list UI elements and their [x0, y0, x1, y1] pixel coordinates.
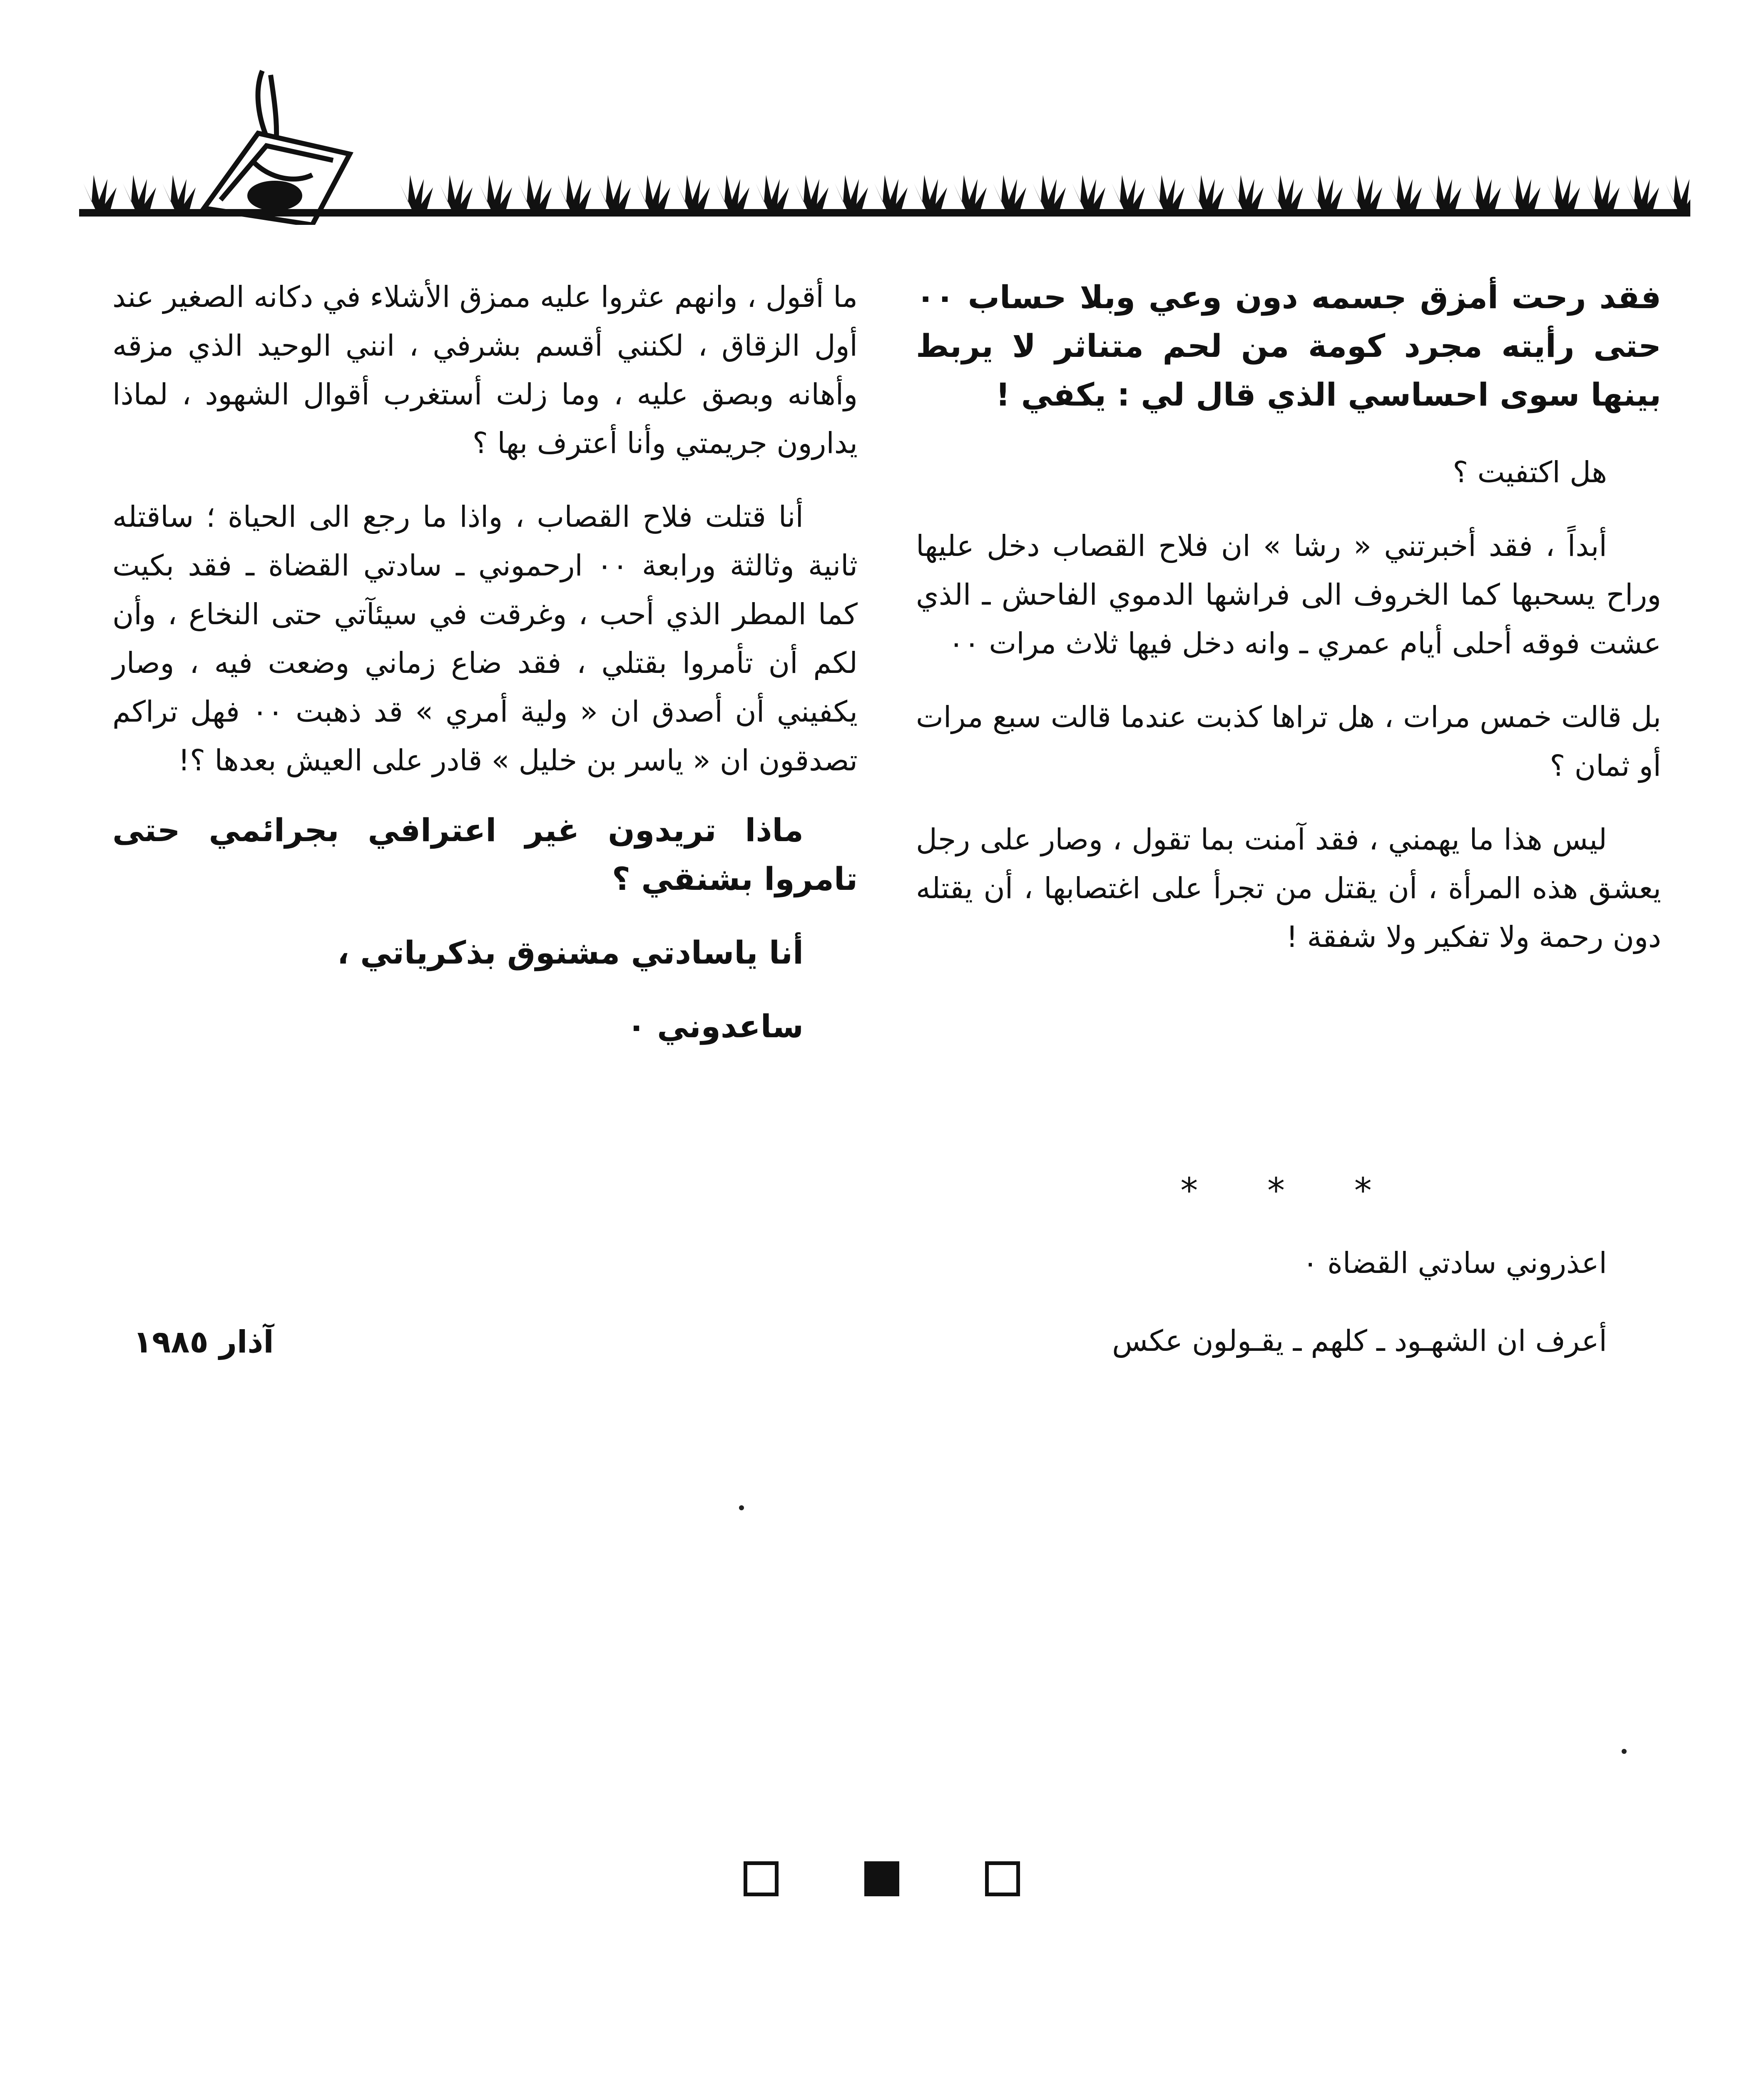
grass-tuft-icon	[874, 175, 908, 210]
grass-tuft-icon	[558, 175, 591, 210]
section-break-stars: * * *	[1180, 1170, 1401, 1211]
grass-tuft-icon	[1270, 175, 1303, 210]
grass-tuft-icon	[1191, 175, 1224, 210]
header-ornament	[79, 58, 1690, 225]
grass-tuft-icon	[1388, 175, 1422, 210]
right-column-lower	[916, 1239, 1661, 1365]
left-column	[112, 273, 858, 1051]
grass-tuft-icon	[914, 175, 947, 210]
paragraph-opening: فقد رحت أمزق جسمه دون وعي وبلا حساب ٠٠ حتى رأيته مجرد كومة من لحم متناثر لا يربط بينها سوى احساسي الذي قال لي : يكفي !	[916, 279, 1661, 413]
grass-tuft-icon	[637, 175, 670, 210]
section-separator	[729, 1861, 1020, 1907]
grass-tuft-icon	[795, 175, 829, 210]
grass-tuft-icon	[1428, 175, 1461, 210]
grass-tuft-icon	[953, 175, 987, 210]
paragraph-what-do-you-want: ماذا تريدون غير اعترافي بجرائمي حتى تامروا بشنقي ؟	[112, 812, 858, 897]
paragraph-strangled: أنا ياسادتي مشنوق بذكرياتي ،	[337, 934, 804, 971]
grass-tuft-icon	[1507, 175, 1540, 210]
date-signature: آذار ١٩٨٥	[133, 1324, 274, 1360]
grass-tuft-icon	[993, 175, 1026, 210]
paragraph-confession: أنا قتلت فلاح القصاب ، واذا ما رجع الى الحياة ؛ ساقتله ثانية وثالثة ورابعة ٠٠ ارحموني ـ سادتي القضاة ـ فقد بكيت كما المطر الذي أحب ، وغرقت في سيئآتي حتى النخاع ، وأن لكم أن تأمروا بقتلي ، فقد ضاع زماني وضعت فيه ، وصار يكفيني أن أصدق ان « ولية أمري » قد ذهبت ٠٠ فهل تراكم تصدقون ان « ياسر بن خليل » قادر على العيش بعدها ؟!	[112, 500, 858, 777]
grass-tuft-icon	[1309, 175, 1343, 210]
grass-tuft-icon	[518, 175, 552, 210]
grass-tuft-icon	[83, 175, 117, 210]
paragraph-question: هل اكتفيت ؟	[1453, 455, 1607, 489]
grass-tuft-icon	[1112, 175, 1145, 210]
right-column	[916, 273, 1661, 970]
paragraph-rasha: أبداً ، فقد أخبرتني « رشا » ان فلاح القصاب دخل عليها وراح يسحبها كما الخروف الى فراشها الدموي الفاحش ـ الذي عشت فوقه أحلى أيام عمري ـ وانه دخل فيها ثلاث مرات ٠٠	[916, 529, 1661, 660]
grass-tuft-icon	[1626, 175, 1659, 210]
grass-tuft-icon	[835, 175, 868, 210]
grass-tuft-icon	[1033, 175, 1066, 210]
grass-tuft-icon	[716, 175, 749, 210]
grass-tuft-icon	[162, 175, 196, 210]
paragraph-continuation: ما أقول ، وانهم عثروا عليه ممزق الأشلاء في دكانه الصغير عند أول الزقاق ، لكنني أقسم بشرفي ، انني الوحيد الذي مزقه وأهانه وبصق عليه ، وما زلت أستغرب أقوال الشهود ، لماذا يدارون جريمتي وأنا أعترف بها ؟	[112, 280, 858, 460]
paragraph-witnesses: أعرف ان الشهـود ـ كلهم ـ يقـولون عكس	[1112, 1324, 1607, 1358]
grass-tuft-icon	[1349, 175, 1382, 210]
grass-tuft-icon	[1072, 175, 1105, 210]
paragraph-not-important: ليس هذا ما يهمني ، فقد آمنت بما تقول ، وصار على رجل يعشق هذه المرأة ، أن يقتل من تجرأ على اغتصابها ، أن يقتله دون رحمة ولا تفكير ولا شفقة !	[916, 822, 1661, 954]
grass-tuft-icon	[1586, 175, 1620, 210]
scan-speck	[1622, 1749, 1627, 1754]
grass-tuft-icon	[756, 175, 789, 210]
grass-tuft-icon	[1230, 175, 1264, 210]
grass-tuft-icon	[400, 175, 433, 210]
paragraph-help-me: ساعدوني ٠	[627, 1008, 804, 1045]
grass-tuft-icon	[1547, 175, 1580, 210]
scan-speck	[739, 1505, 744, 1510]
grass-tuft-icon	[1151, 175, 1184, 210]
grass-tuft-icon	[677, 175, 710, 210]
paragraph-five-times: بل قالت خمس مرات ، هل تراها كذبت عندما قالت سبع مرات أو ثمان ؟	[916, 700, 1661, 783]
grass-tuft-icon	[597, 175, 631, 210]
quill-and-inkwell-icon	[204, 71, 350, 225]
filled-square-icon	[864, 1861, 899, 1896]
empty-square-icon	[744, 1861, 779, 1896]
grass-tuft-icon	[1665, 175, 1690, 210]
empty-square-icon	[985, 1861, 1020, 1896]
grass-tuft-icon	[439, 175, 473, 210]
grass-tuft-icon	[479, 175, 512, 210]
paragraph-excuse-me: اعذروني سادتي القضاة ٠	[1302, 1246, 1607, 1280]
grass-tuft-icon	[1468, 175, 1501, 210]
grass-tuft-icon	[123, 175, 156, 210]
